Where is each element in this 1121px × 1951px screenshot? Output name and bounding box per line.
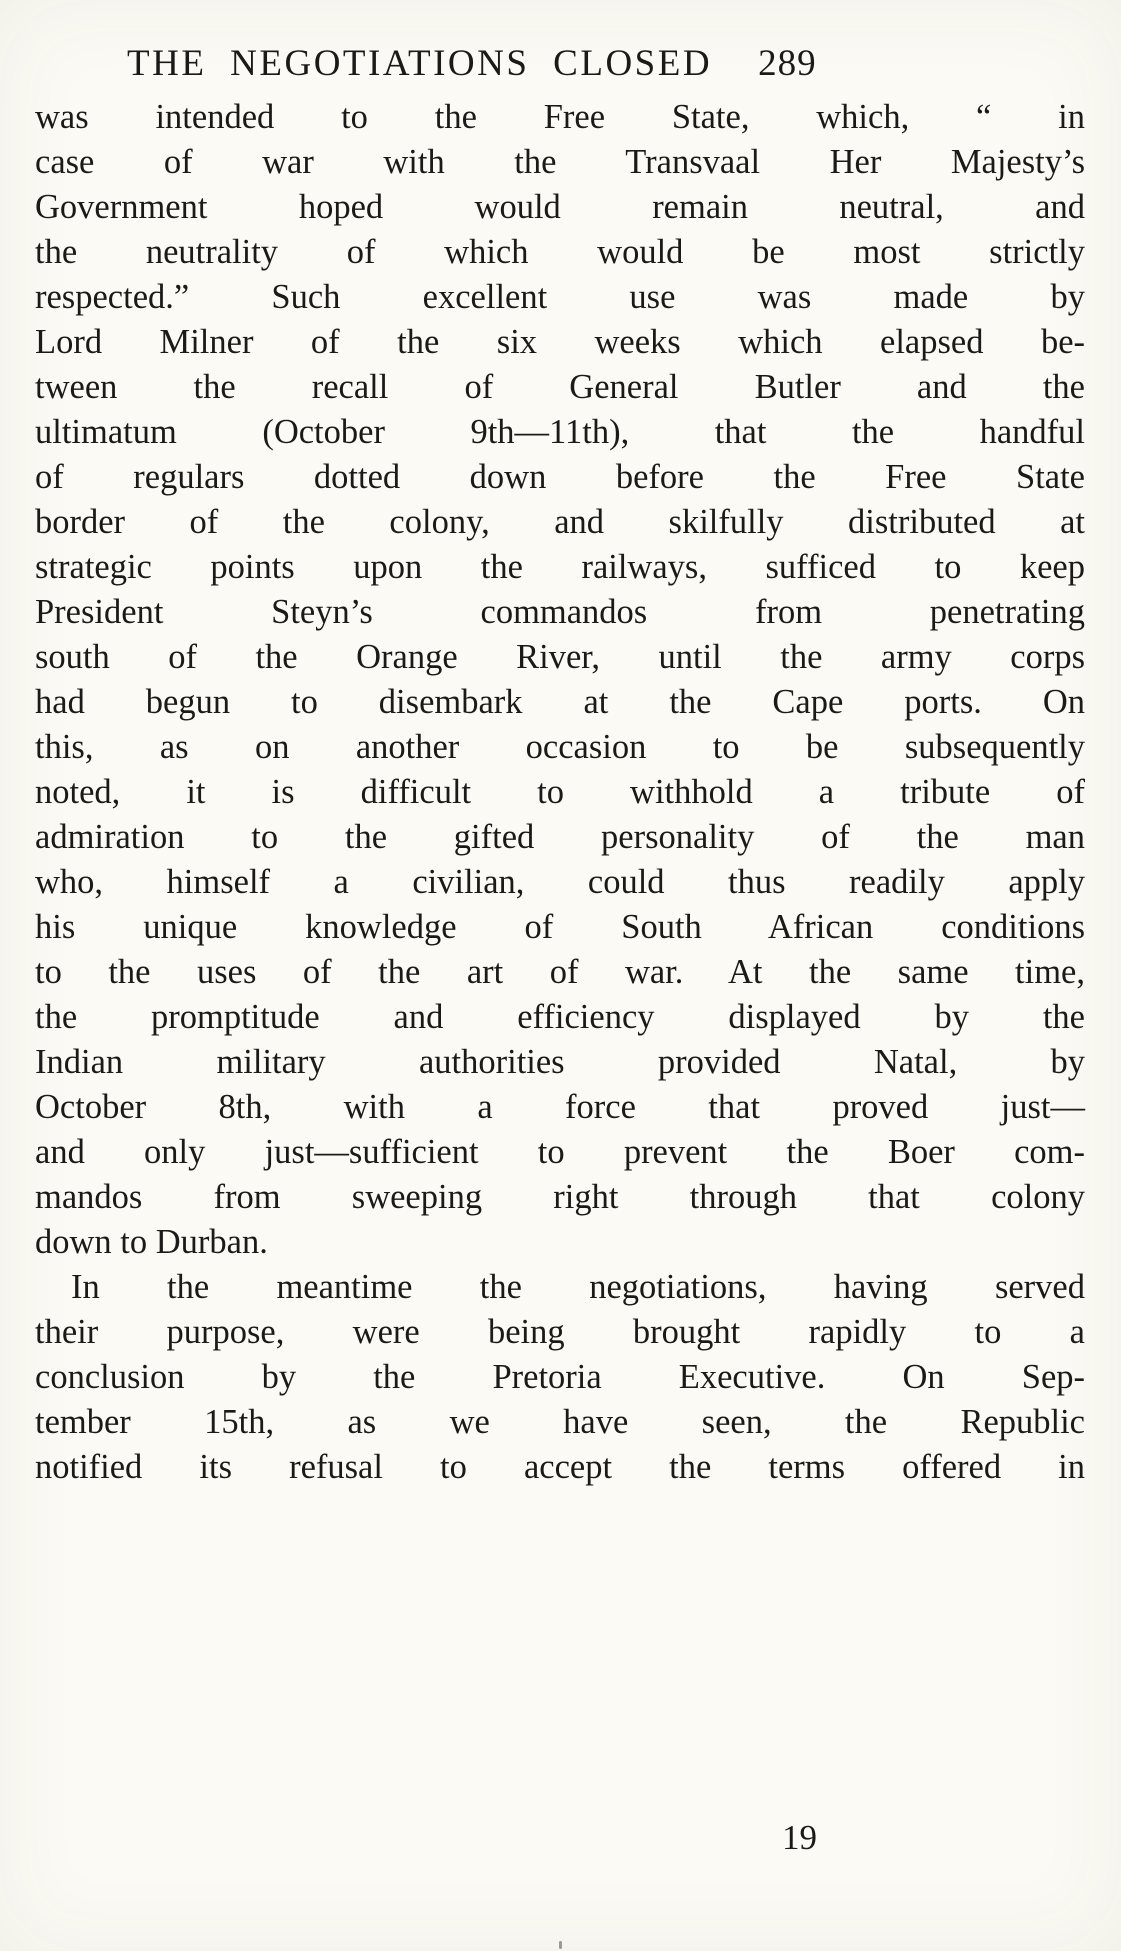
text-line: his unique knowledge of South African conditions (35, 908, 1085, 946)
text-line: ultimatum (October 9th—11th), that the handful (35, 413, 1085, 451)
text-line: of regulars dotted down before the Free State (35, 458, 1085, 496)
text-line: tween the recall of General Butler and the (35, 368, 1085, 406)
header-page-number: 289 (758, 43, 817, 84)
text-line: respected.” Such excellent use was made by (35, 278, 1085, 316)
text-line: strategic points upon the railways, sufficed to keep (35, 548, 1085, 586)
paragraph (35, 1265, 1085, 1490)
paragraph (35, 95, 1085, 1265)
signature-mark: 19 (782, 1818, 817, 1857)
text-line: the promptitude and efficiency displayed by the (35, 998, 1085, 1036)
text-line: case of war with the Transvaal Her Majesty’s (35, 143, 1085, 181)
text-line: Government hoped would remain neutral, and (35, 188, 1085, 226)
text-line: In the meantime the negotiations, having served (71, 1268, 1085, 1306)
text-line: mandos from sweeping right through that colony (35, 1178, 1085, 1216)
text-line: noted, it is difficult to withhold a tribute of (35, 773, 1085, 811)
text-line: notified its refusal to accept the terms offered in (35, 1448, 1085, 1486)
text-line: border of the colony, and skilfully distributed at (35, 503, 1085, 541)
text-line: the neutrality of which would be most strictly (35, 233, 1085, 271)
text-line: to the uses of the art of war. At the same time, (35, 953, 1085, 991)
text-line: Lord Milner of the six weeks which elapsed be- (35, 323, 1085, 361)
header-title: THE NEGOTIATIONS CLOSED (127, 43, 713, 84)
running-header (35, 42, 1085, 85)
text-line: their purpose, were being brought rapidly to a (35, 1313, 1085, 1351)
text-line: down to Durban. (35, 1223, 268, 1261)
text-line: had begun to disembark at the Cape ports. On (35, 683, 1085, 721)
text-line: admiration to the gifted personality of the man (35, 818, 1085, 856)
text-line: Indian military authorities provided Natal, by (35, 1043, 1085, 1081)
text-line: south of the Orange River, until the army corps (35, 638, 1085, 676)
page-body-text (35, 95, 1085, 1490)
text-line: this, as on another occasion to be subsequently (35, 728, 1085, 766)
text-line: conclusion by the Pretoria Executive. On Sep- (35, 1358, 1085, 1396)
text-line: October 8th, with a force that proved just— (35, 1088, 1085, 1126)
text-line: was intended to the Free State, which, “ in (35, 98, 1085, 136)
text-line: who, himself a civilian, could thus readily apply (35, 863, 1085, 901)
text-line: and only just—sufficient to prevent the Boer com- (35, 1133, 1085, 1171)
text-line: tember 15th, as we have seen, the Republic (35, 1403, 1085, 1441)
scan-artifact (559, 1941, 562, 1949)
text-line: President Steyn’s commandos from penetrating (35, 593, 1085, 631)
